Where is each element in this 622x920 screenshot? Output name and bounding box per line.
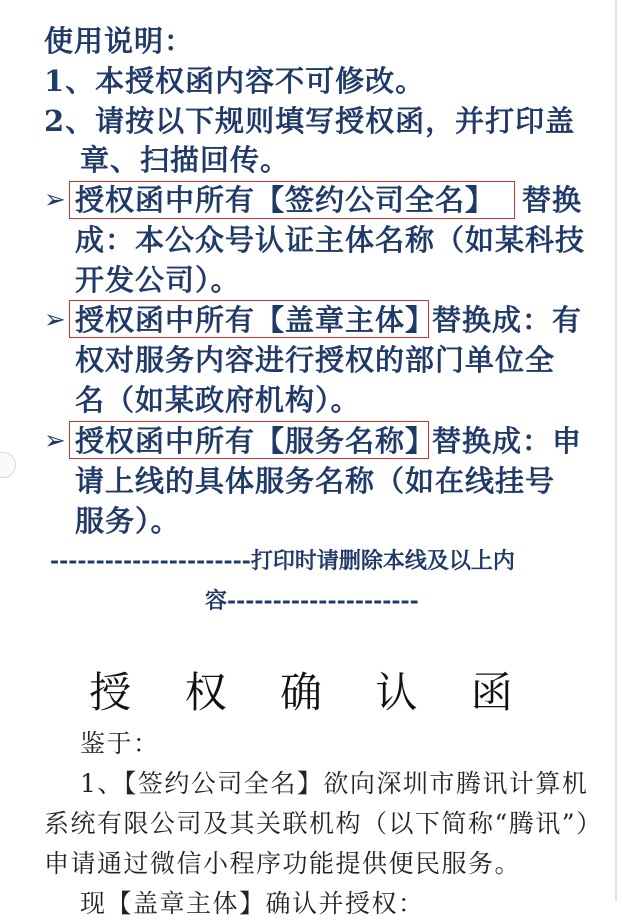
bullet-3-text: 替换成：申 <box>432 424 583 458</box>
bullet-3-text: 服务）。 <box>75 504 181 538</box>
bullet-2-text: 权对服务内容进行授权的部门单位全 <box>75 343 556 377</box>
bullet-1-text: 替换 <box>522 183 583 217</box>
bullet-3-text: 请上线的具体服务名称（如在线挂号 <box>75 464 556 498</box>
bullet-arrow-icon: ➢ <box>44 426 66 456</box>
letter-paragraph-1: 系统有限公司及其关联机构（以下简称“腾讯”） <box>44 809 603 838</box>
bullet-1-highlight: 授权函中所有【签约公司全名】 <box>75 183 496 217</box>
letter-paragraph-2: 现【盖章主体】确认并授权： <box>80 889 425 918</box>
bullet-arrow-icon: ➢ <box>44 185 66 215</box>
bullet-2-highlight: 授权函中所有【盖章主体】 <box>75 303 436 337</box>
bullet-3-highlight: 授权函中所有【服务名称】 <box>75 424 436 458</box>
letter-title: 授 权 确 认 函 <box>89 668 533 717</box>
bullet-2-text: 名（如某政府机构）。 <box>75 383 361 417</box>
letter-paragraph-1: 申请通过微信小程序功能提供便民服务。 <box>44 849 522 878</box>
bullet-arrow-icon: ➢ <box>44 305 66 335</box>
scroll-indicator <box>0 452 16 478</box>
print-divider: ----------------------打印时请删除本线及以上内 <box>50 548 515 574</box>
bullet-1-text: 开发公司）。 <box>75 263 241 297</box>
letter-salutation: 鉴于： <box>80 729 160 758</box>
instruction-item-1: 1、本授权函内容不可修改。 <box>44 64 426 98</box>
instruction-item-2-cont: 章、扫描回传。 <box>80 143 291 177</box>
instruction-item-2: 2、请按以下规则填写授权函，并打印盖 <box>44 104 576 138</box>
instructions-heading: 使用说明： <box>44 24 195 58</box>
page-edge-rule <box>615 0 617 901</box>
bullet-1-text: 成：本公众号认证主体名称（如某科技 <box>75 223 586 257</box>
print-divider-cont: 容--------------------- <box>205 588 419 614</box>
bullet-2-text: 替换成：有 <box>432 303 583 337</box>
letter-paragraph-1: 1、【签约公司全名】欲向深圳市腾讯计算机 <box>80 769 589 798</box>
